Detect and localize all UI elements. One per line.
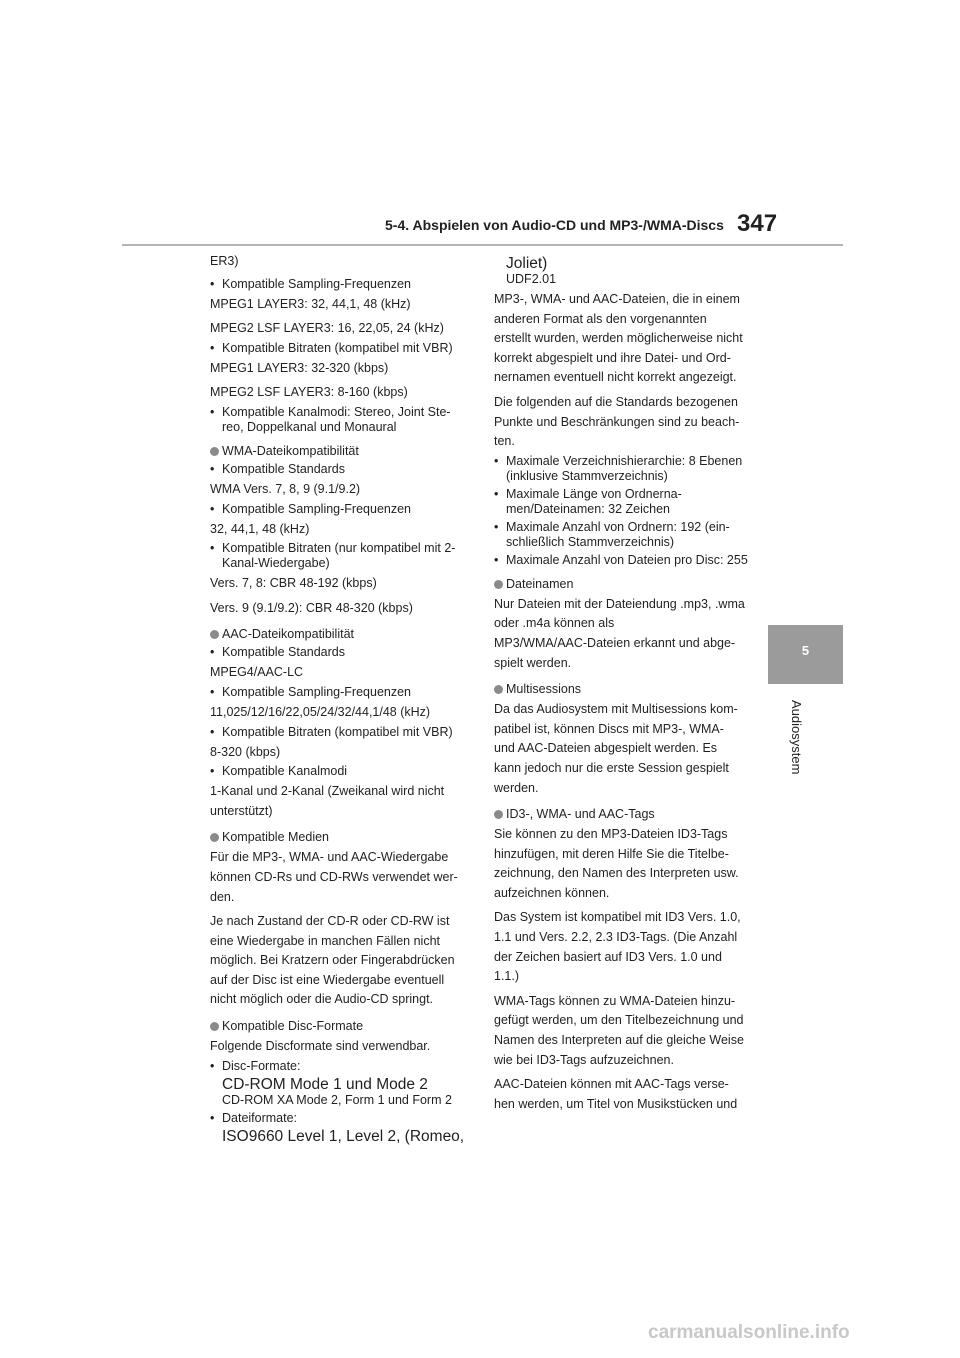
bullet-icon: •	[210, 276, 215, 291]
bullet-icon: •	[210, 684, 215, 699]
paragraph: MPEG4/AAC-LC	[210, 665, 304, 680]
circle-bullet-icon	[210, 630, 219, 639]
paragraph: Für die MP3-, WMA- und AAC-Wiedergabe	[210, 850, 449, 865]
bullet-item: • Kompatible Bitraten (kompatibel mit VBR)	[210, 724, 453, 739]
paragraph: MPEG1 LAYER3: 32-320 (kbps)	[210, 360, 389, 375]
section-heading: Dateinamen	[494, 577, 756, 592]
section-heading: Multisessions	[494, 682, 756, 697]
bullet-icon: •	[210, 501, 215, 516]
paragraph: den.	[210, 889, 235, 904]
bullet-icon: •	[210, 541, 215, 556]
bullet-item: • Kompatible Sampling-Frequenzen	[210, 501, 411, 516]
bullet-item: • Kompatible Standards	[210, 645, 345, 660]
chapter-tab[interactable]: 5	[768, 625, 843, 684]
bullet-icon: •	[494, 486, 499, 501]
paragraph: Vers. 7, 8: CBR 48-192 (kbps)	[210, 576, 377, 591]
circle-bullet-icon	[210, 447, 219, 456]
paragraph: erstellt wurden, werden möglicherweise nicht	[494, 331, 743, 346]
paragraph: 1.1 und Vers. 2.2, 2.3 ID3-Tags. (Die Anzahl	[494, 930, 738, 945]
paragraph: nernamen eventuell nicht korrekt angezeigt.	[494, 370, 737, 385]
bullet-icon: •	[210, 764, 215, 779]
left-column	[210, 252, 470, 1145]
paragraph: MP3/WMA/AAC-Dateien erkannt und abge-	[494, 635, 736, 650]
paragraph: MPEG2 LSF LAYER3: 16, 22,05, 24 (kHz)	[210, 321, 444, 336]
bullet-item: • Dateiformate:	[210, 1110, 298, 1125]
bullet-icon: •	[210, 1110, 215, 1125]
circle-bullet-icon	[494, 810, 503, 819]
bullet-item: • Maximale Anzahl von Ordnern: 192 (ein-schließlich Stammverzeichnis)	[494, 519, 730, 549]
paragraph: nicht möglich oder die Audio-CD springt.	[210, 992, 434, 1007]
format-line: UDF2.01	[506, 272, 557, 286]
paragraph: können CD-Rs und CD-RWs verwendet wer-	[210, 869, 458, 884]
paragraph: MPEG1 LAYER3: 32, 44,1, 48 (kHz)	[210, 296, 411, 311]
paragraph: kann jedoch nur die erste Session gespielt	[494, 760, 729, 775]
right-column	[494, 256, 756, 1114]
paragraph: wie bei ID3-Tags aufzuzeichnen.	[494, 1052, 674, 1067]
header-divider	[122, 244, 843, 246]
bullet-item: • Disc-Formate:	[210, 1058, 301, 1073]
paragraph: anderen Format als den vorgenannten	[494, 311, 707, 326]
bullet-icon: •	[494, 552, 499, 567]
paragraph: 11,025/12/16/22,05/24/32/44,1/48 (kHz)	[210, 704, 431, 719]
bullet-icon: •	[210, 404, 215, 419]
paragraph: unterstützt)	[210, 803, 273, 818]
chapter-label: Audiosystem	[789, 700, 804, 775]
paragraph: Vers. 9 (9.1/9.2): CBR 48-320 (kbps)	[210, 600, 413, 615]
paragraph: hen werden, um Titel von Musikstücken und	[494, 1096, 738, 1111]
bullet-item: • Maximale Verzeichnishierarchie: 8 Ebenen (inklusive Stammverzeichnis)	[494, 453, 743, 483]
paragraph: Die folgenden auf die Standards bezogenen	[494, 394, 738, 409]
format-line: ISO9660 Level 1, Level 2, (Romeo,	[222, 1127, 465, 1145]
bullet-icon: •	[210, 461, 215, 476]
paragraph: WMA Vers. 7, 8, 9 (9.1/9.2)	[210, 481, 361, 496]
paragraph: patibel ist, können Discs mit MP3-, WMA-	[494, 721, 724, 736]
paragraph: 1-Kanal und 2-Kanal (Zweikanal wird nicht	[210, 784, 445, 799]
circle-bullet-icon	[210, 833, 219, 842]
paragraph: Je nach Zustand der CD-R oder CD-RW ist	[210, 914, 450, 929]
bullet-icon: •	[494, 453, 499, 468]
paragraph: auf der Disc ist eine Wiedergabe eventuell	[210, 972, 445, 987]
page-header	[0, 0, 960, 250]
paragraph: eine Wiedergabe in manchen Fällen nicht	[210, 933, 440, 948]
bullet-icon: •	[210, 724, 215, 739]
paragraph: Namen des Interpreten auf die gleiche Weise	[494, 1033, 744, 1048]
bullet-icon: •	[210, 340, 215, 355]
bullet-item: • Kompatible Sampling-Frequenzen	[210, 684, 411, 699]
paragraph: 1.1.)	[494, 969, 520, 984]
section-heading: AAC-Dateikompatibilität	[210, 627, 470, 642]
format-line: Joliet)	[506, 255, 548, 272]
paragraph: zeichnung, den Namen des Interpreten usw.	[494, 866, 739, 881]
paragraph: werden.	[494, 780, 539, 795]
bullet-icon: •	[210, 645, 215, 660]
paragraph: spielt werden.	[494, 655, 572, 670]
paragraph: Das System ist kompatibel mit ID3 Vers. 1.0,	[494, 910, 741, 925]
bullet-item: • Maximale Länge von Ordnerna-men/Dateinamen: 32 Zeichen	[494, 486, 682, 516]
section-heading: WMA-Dateikompatibilität	[210, 444, 470, 459]
paragraph: 8-320 (kbps)	[210, 744, 281, 759]
bullet-item: • Kompatible Bitraten (kompatibel mit VBR)	[210, 340, 453, 355]
circle-bullet-icon	[494, 685, 503, 694]
paragraph: MP3-, WMA- und AAC-Dateien, die in einem	[494, 292, 740, 306]
paragraph: möglich. Bei Kratzern oder Fingerabdrücken	[210, 953, 455, 968]
paragraph: und AAC-Dateien abgespielt werden. Es	[494, 741, 718, 756]
page-number: 347	[737, 210, 778, 237]
bullet-item: • Maximale Anzahl von Dateien pro Disc: 255	[494, 552, 748, 567]
bullet-item: • Kompatible Kanalmodi	[210, 764, 348, 779]
paragraph: MPEG2 LSF LAYER3: 8-160 (kbps)	[210, 385, 408, 400]
bullet-item: • Kompatible Sampling-Frequenzen	[210, 276, 411, 291]
section-title: 5-4. Abspielen von Audio-CD und MP3-/WMA-Discs	[385, 217, 724, 233]
paragraph: Da das Audiosystem mit Multisessions kom-	[494, 702, 738, 717]
bullet-icon: •	[210, 1058, 215, 1073]
paragraph: Nur Dateien mit der Dateiendung .mp3, .wma	[494, 596, 745, 611]
bullet-item: • Kompatible Standards	[210, 461, 345, 476]
section-heading: ID3-, WMA- und AAC-Tags	[494, 807, 756, 822]
paragraph: Punkte und Beschränkungen sind zu beach-	[494, 414, 740, 429]
bullet-icon: •	[494, 519, 499, 534]
paragraph: der Zeichen basiert auf ID3 Vers. 1.0 und	[494, 949, 722, 964]
bullet-item: • Kompatible Bitraten (nur kompatibel mit 2-Kanal-Wiedergabe)	[210, 541, 456, 571]
paragraph: ten.	[494, 434, 515, 449]
format-line: CD-ROM Mode 1 und Mode 2	[222, 1075, 428, 1093]
paragraph: hinzufügen, mit deren Hilfe Sie die Titelbe-	[494, 846, 729, 861]
section-heading: Kompatible Medien	[210, 830, 470, 845]
paragraph: AAC-Dateien können mit AAC-Tags verse-	[494, 1077, 729, 1092]
paragraph: oder .m4a können als	[494, 616, 615, 631]
watermark: carmanualsonline.info	[648, 1322, 850, 1343]
paragraph: aufzeichnen können.	[494, 885, 610, 900]
paragraph: Folgende Discformate sind verwendbar.	[210, 1039, 431, 1054]
paragraph: gefügt werden, um den Titelbezeichnung und	[494, 1013, 744, 1028]
circle-bullet-icon	[210, 1022, 219, 1031]
section-heading: Kompatible Disc-Formate	[210, 1019, 470, 1034]
bullet-item: • Kompatible Kanalmodi: Stereo, Joint Ste-reo, Doppelkanal und Monaural	[210, 404, 451, 434]
circle-bullet-icon	[494, 580, 503, 589]
paragraph: WMA-Tags können zu WMA-Dateien hinzu-	[494, 993, 736, 1008]
paragraph: Sie können zu den MP3-Dateien ID3-Tags	[494, 827, 728, 842]
paragraph: korrekt abgespielt und ihre Datei- und Ord-	[494, 350, 731, 365]
format-line: CD-ROM XA Mode 2, Form 1 und Form 2	[222, 1092, 452, 1107]
paragraph: ER3)	[210, 254, 239, 268]
paragraph: 32, 44,1, 48 (kHz)	[210, 521, 310, 536]
